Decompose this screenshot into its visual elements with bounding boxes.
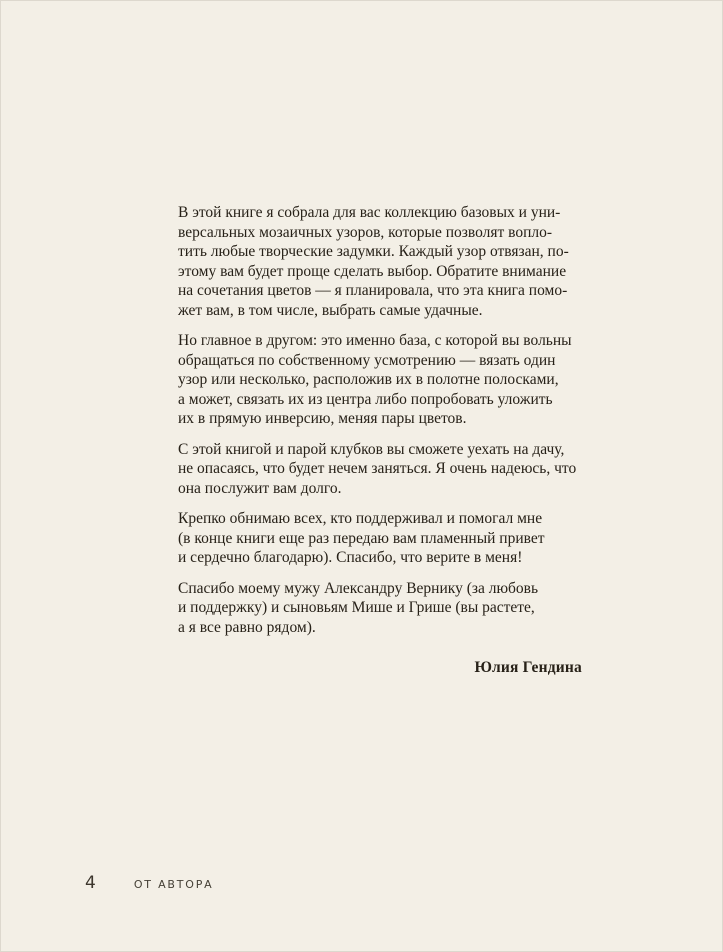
text-line: на сочетания цветов — я планировала, что эта книга помо- [178,282,568,299]
page-footer [85,873,214,895]
text-line: С этой книгой и парой клубков вы сможете уехать на дачу, [178,440,565,458]
text-line: версальных мозаичных узоров, которые позволят вопло- [178,223,553,241]
text-line: а может, связать их из центра либо попробовать уложить [178,390,553,408]
text-line: и поддержку) и сыновьям Мише и Грише (вы растете, [178,599,535,616]
paragraph [178,579,582,638]
paragraph [178,440,582,499]
text-line: и сердечно благодарю). Спасибо, что верите в меня! [178,549,523,566]
text-line: этому вам будет проще сделать выбор. Обратите внимание [178,262,567,280]
text-line: жет вам, в том числе, выбрать самые удачные. [178,301,483,319]
text-line: она послужит вам долго. [178,479,342,497]
section-title: ОТ АВТОРА [133,878,214,891]
body-text [178,203,582,678]
page-number: 4 [85,873,96,893]
text-line: а я все равно рядом). [178,618,316,636]
text-line: Но главное в другом: это именно база, с которой вы вольны [178,332,572,349]
text-line: их в прямую инверсию, меняя пары цветов. [178,410,467,427]
text-line: В этой книге я собрала для вас коллекцию базовых и уни- [178,204,561,221]
text-line: обращаться по собственному усмотрению — вязать один [178,351,556,369]
paragraph [178,203,582,320]
text-line: (в конце книги еще раз передаю вам пламенный привет [178,529,545,547]
text-line: Крепко обнимаю всех, кто поддерживал и помогал мне [178,510,543,527]
author-signature: Юлия Гендина [474,659,582,676]
text-line: узор или несколько, расположив их в полотне полосками, [178,371,559,388]
text-line: Спасибо моему мужу Александру Вернику (за любовь [178,579,539,597]
paragraph [178,331,582,429]
text-line: не опасаясь, что будет нечем заняться. Я очень надеюсь, что [178,460,577,477]
paragraph [178,509,582,568]
text-line: тить любые творческие задумки. Каждый узор отвязан, по- [178,243,569,260]
